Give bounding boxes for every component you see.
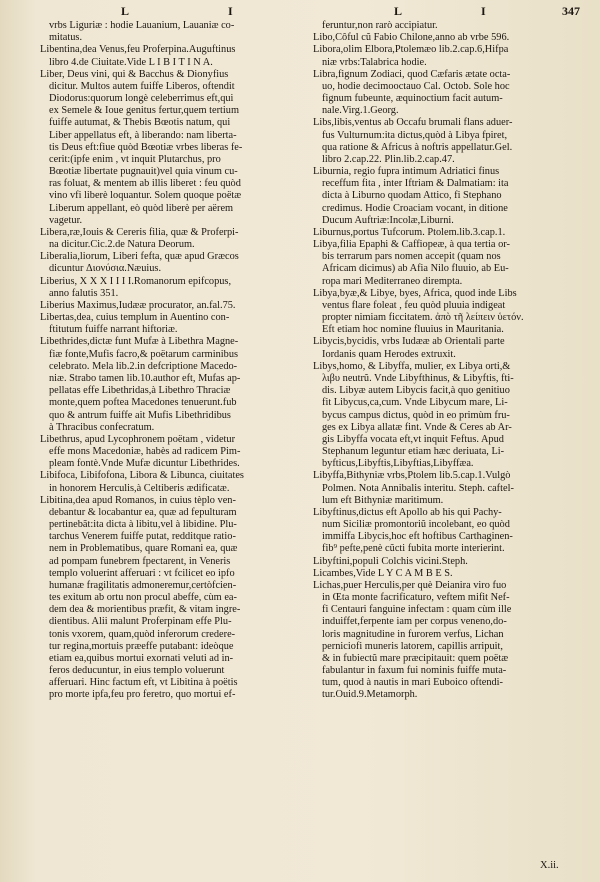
text-line: vrbs Liguriæ : hodie Lauanium, Lauaniæ co- [49, 20, 235, 31]
text-line: etiam ea,quibus mortui exornati veluti ad in- [49, 652, 234, 664]
text-line: debantur & locabantur ea, quæ ad fepulturam [49, 506, 237, 518]
text-line: Libys,homo, & Libyffa, mulier, ex Libya orti,& [313, 360, 511, 372]
text-line: Libyftini,populi Colchis vicini.Steph. [313, 555, 468, 567]
text-line: feros deducuntur, in eius templo voluerunt [49, 665, 225, 677]
text-line: dem dea & morientibus præfit, & vitam ingre- [49, 604, 241, 616]
text-line: Libertas,dea, cuius templum in Auentino con- [40, 312, 230, 324]
text-line: in Œta monte facrificaturo, veftem mifit Nef- [322, 592, 510, 604]
text-line: Liber, Deus vini, qui & Bacchus & Dionyfius [40, 68, 229, 80]
text-line: ventus flare foleat , feu quòd pluuia indigeat [322, 299, 506, 311]
text-line: dis. Libyæ autem Libycis facit,à quo genitiuo [322, 385, 510, 397]
text-line: tonis vxorem, quam,quòd inferorum credere- [49, 628, 236, 640]
text-line: dientibus. Alii malunt Proferpinam effe Plu- [49, 616, 232, 628]
text-line: Lichas,puer Herculis,per què Deianira viro fuo [313, 579, 507, 591]
text-line: pellatas effe Libethridas,à Libethro Thraciæ [49, 385, 231, 397]
text-line: vino vfi liberè loquantur. Solem quoque poëtæ [49, 190, 242, 202]
text-line: Libo,Côful cũ Fabio Chilone,anno ab vrbe 596. [313, 32, 510, 44]
text-line: lum eft Bithyniæ maritimum. [322, 494, 444, 506]
text-line: Liberalia,liorum, Liberi fefta, quæ apud Græcos [40, 251, 239, 263]
text-line: Libera,ræ,Iouis & Cereris filia, quæ & Proferpi- [40, 226, 239, 238]
text-line: Libra,fignum Zodiaci, quod Cæfaris ætate octa- [313, 68, 511, 80]
text-line: fus Vulturnum:ita dictus,quòd à Libya fpiret, [322, 129, 508, 141]
text-line: dicta à Liburno quodam Attico, fi Stephano [322, 190, 502, 202]
text-line: Ducum Auftriæ:Incolæ,Liburni. [322, 214, 454, 226]
text-line: Libs,libis,ventus ab Occafu brumali flans aduer- [313, 117, 513, 129]
text-line: uo, hodie decimooctauo Cal. Octob. Sole hoc [322, 80, 510, 92]
text-line: immiffa Libycis,hoc eft hoftibus Carthaginen- [322, 531, 513, 543]
text-line: Stephanum leguntur etiam hæc deriuata, Li- [322, 446, 505, 458]
text-line: & in fubiectũ mare præcipitauit: quem poëtæ [322, 652, 509, 664]
text-line: Liber appellatus eft, à liberando: nam liberta- [49, 129, 237, 141]
text-line: cerit:(ipfe enim , vt inquit Plutarchus, pro [49, 153, 221, 165]
header-letter: L [121, 4, 130, 18]
text-line: fuiffe autumat, & Thebis Bœotis natum, qui [49, 117, 231, 129]
text-line: monte,quem poftea Macedones tenuerunt.fub [49, 397, 237, 409]
text-line: pro morte ipfa,feu pro feretro, quo mortui ef- [49, 689, 236, 701]
text-line: Libethrus, apud Lycophronem poëtam , videtur [40, 433, 236, 445]
text-line: Iordanis quam Herodes extruxit. [322, 348, 456, 360]
catchword: X.ii. [540, 860, 559, 871]
text-line: fiæ fonte,Mufis facro,& poëtarum carminibus [49, 348, 239, 360]
text-line: tur regina,mortuis præeffe putabant: ideòque [49, 640, 234, 652]
text-line: celebrato. Mela lib.2.in defcriptione Macedo- [49, 360, 238, 372]
text-line: dicitur. Multos autem fuiffe Liberos, oftendit [49, 80, 235, 92]
text-line: Liburnus,portus Tufcorum. Ptolem.lib.3.cap.1. [313, 226, 506, 238]
text-line: templo voluerint afferuari : vt fcilicet eo ipfo [49, 567, 235, 579]
header-letter: L [394, 4, 403, 18]
text-line: perniciofi muneris latorem, capillis arripuit, [322, 640, 503, 652]
text-line: Eft etiam hoc nomine fluuius in Mauritania. [322, 324, 504, 336]
text-line: λιβυ neutrũ. Vnde Libyfthinus, & Libyftis, fti- [322, 372, 514, 384]
text-line: Libycis,bycidis, vrbs Iudææ ab Orientali parte [313, 336, 505, 348]
text-line: bis terrarum pars nomen accepit (quam nos [322, 251, 501, 263]
text-line: tarchus Venerem fuiffe putat, redditque ratio- [49, 531, 236, 543]
text-line: fib⁹ pefte,penè cũcti fubita morte interierint. [322, 543, 505, 555]
header-letter: I [228, 4, 233, 18]
text-line: Libya,byæ,& Libye, byes, Africa, quod inde Libs [313, 287, 517, 299]
text-line: fi Centauri fanguine infectam : quam cùm ille [322, 604, 512, 616]
text-line: in honorem Herculis,à Celtiberis ædificatæ. [49, 482, 230, 494]
text-line: num Siciliæ promontoriũ incolebant, eo quòd [322, 519, 510, 531]
text-line: na dicitur.Cic.2.de Natura Deorum. [49, 239, 195, 251]
text-line: receffum fita , inter Iftriam & Dalmatiam: ita [322, 178, 509, 190]
text-line: anno falutis 351. [49, 287, 119, 299]
text-line: Libitina,dea apud Romanos, in cuius tèplo ven- [40, 494, 236, 506]
text-line: Bœotiæ libertate pugnauit)vel quia vinum cu- [49, 166, 238, 178]
text-line: loris magnitudine in furorem verfus, Lichan [322, 628, 504, 640]
text-line: ras foluat, & mentem ab illis liberet : feu quòd [49, 178, 241, 190]
page-number: 347 [562, 4, 580, 18]
text-line: effe mons Macedoniæ, habès ad radicem Pim- [49, 446, 241, 458]
text-line: ftitutum fuiffe narrant hiftoriæ. [49, 324, 178, 336]
text-line: afferuari. Hinc factum eft, vt Libitina à poëtis [49, 677, 238, 689]
left-column [40, 20, 302, 702]
text-line: induiffet,ferpente iam per corpus veneno,do- [322, 616, 507, 628]
text-line: Libyftinus,dictus eft Apollo ab his qui Pachy- [313, 506, 502, 518]
text-line: Africam dicimus) ab Afia Nilo fluuio, ab Eu- [322, 263, 509, 275]
text-line: propter nimiam ficcitatem. ἀπὸ τῆ λείπειν ὑετόν. [322, 312, 524, 324]
text-line: pertinebãt:ita dicta à libitu,vel à libidine. Plu- [49, 519, 237, 531]
text-line: Liburnia, regio fupra intimum Adriatici finus [313, 166, 500, 178]
running-header [0, 4, 600, 20]
text-line: tur.Ouid.9.Metamorph. [322, 689, 418, 701]
text-line: ges ex Libya allatæ fint. Vnde & Ceres ab Ar- [322, 421, 512, 433]
header-letter: I [481, 4, 486, 18]
text-line: credimus. Hodie Croaciam vocant, in ditione [322, 202, 508, 214]
text-line: tis Deus eft:fiue quòd Bœotiæ vrbes liberas fe- [49, 141, 243, 153]
text-line: ropa mari Mediterraneo dirempta. [322, 275, 463, 287]
text-line: ex Semele & Ioue genitus fertur,quem tertium [49, 105, 240, 117]
text-line: Libya,filia Epaphi & Caffiopeæ, à qua tertia or- [313, 239, 510, 251]
text-line: feruntur,non rarò accipiatur. [322, 20, 438, 31]
text-line: niæ. Strabo tamen lib.10.author eft, Mufas ap- [49, 372, 241, 384]
text-line: vagetur. [49, 214, 83, 226]
text-line: byfticus,Libyftis,Libyftias,Libyffæa. [322, 458, 474, 470]
text-line: pleam fontè.Vnde Mufæ dicuntur Libethrides. [49, 458, 240, 470]
text-line: Libyffa,Bithyniæ vrbs,Ptolem lib.5.cap.1.Vulgò [313, 470, 511, 482]
text-line: libro 2.cap.22. Plin.lib.2.cap.47. [322, 153, 455, 165]
text-line: à Thracibus confecratum. [49, 421, 155, 433]
text-line: Libethrides,dictæ funt Mufæ à Libethra Magne- [40, 336, 239, 348]
text-line: Liberius, X X X I I I I.Romanorum epifcopus, [40, 275, 232, 287]
text-line: libro 4.de Ciuitate.Vide L I B I T I N A. [49, 56, 213, 68]
text-line: Liberius Maximus,Iudææ procurator, an.fal.75. [40, 299, 236, 311]
text-line: ad pompam funebrem fpectarent, in Veneris [49, 555, 231, 567]
text-line: tes exitum ab ortu non procul abeffe, cùm ea- [49, 592, 237, 604]
text-line: gis Libyffa vocata eft,vt inquit Feftus. Apud [322, 433, 504, 445]
text-line: tum, quod à nautis in mari Euboico oftendi- [322, 677, 503, 689]
text-line: bycus campus dictus, quòd in eo primùm fru- [322, 409, 510, 421]
text-line: nale.Virg.1.Georg. [322, 105, 399, 117]
text-line: fit Libycus,ca,cum. Vnde Libycum mare, Li- [322, 397, 508, 409]
text-line: Licambes,Vide L Y C A M B E S. [313, 567, 453, 579]
text-line: Diodorus:quorum longè celeberrimus eft,qui [49, 93, 234, 105]
text-line: Polmen. Nota Annibalis interitu. Steph. caftel- [322, 482, 514, 494]
text-line: Libentina,dea Venus,feu Proferpina.Auguftinus [40, 44, 236, 56]
text-line: dicuntur Διονύσια.Næuius. [49, 263, 162, 275]
text-line: mitatus. [49, 32, 83, 44]
text-line: niæ vrbs:Talabrica hodie. [322, 56, 427, 68]
text-line: Libora,olim Elbora,Ptolemæo lib.2.cap.6,Hifpa [313, 44, 509, 56]
text-line: fignum fubeunte, æquinoctium facit autum- [322, 93, 503, 105]
text-line: qua ratione & Africus à noftris appellatur.Gel. [322, 141, 513, 153]
right-column [313, 20, 585, 702]
text-line: quo & antrum fuiffe ait Mufis Libethridibus [49, 409, 231, 421]
text-line: nem in Problematibus, quare Romani ea, quæ [49, 543, 238, 555]
text-line: humanæ fragilitatis admoneremur,certòfcien- [49, 579, 237, 591]
text-line: Liberum appellant, eò quòd liberè per aërem [49, 202, 234, 214]
text-line: Libifoca, Libifofona, Libora & Libunca, ciuitates [40, 470, 244, 482]
text-line: fabulantur in faxum fui nominis fuiffe muta- [322, 665, 507, 677]
